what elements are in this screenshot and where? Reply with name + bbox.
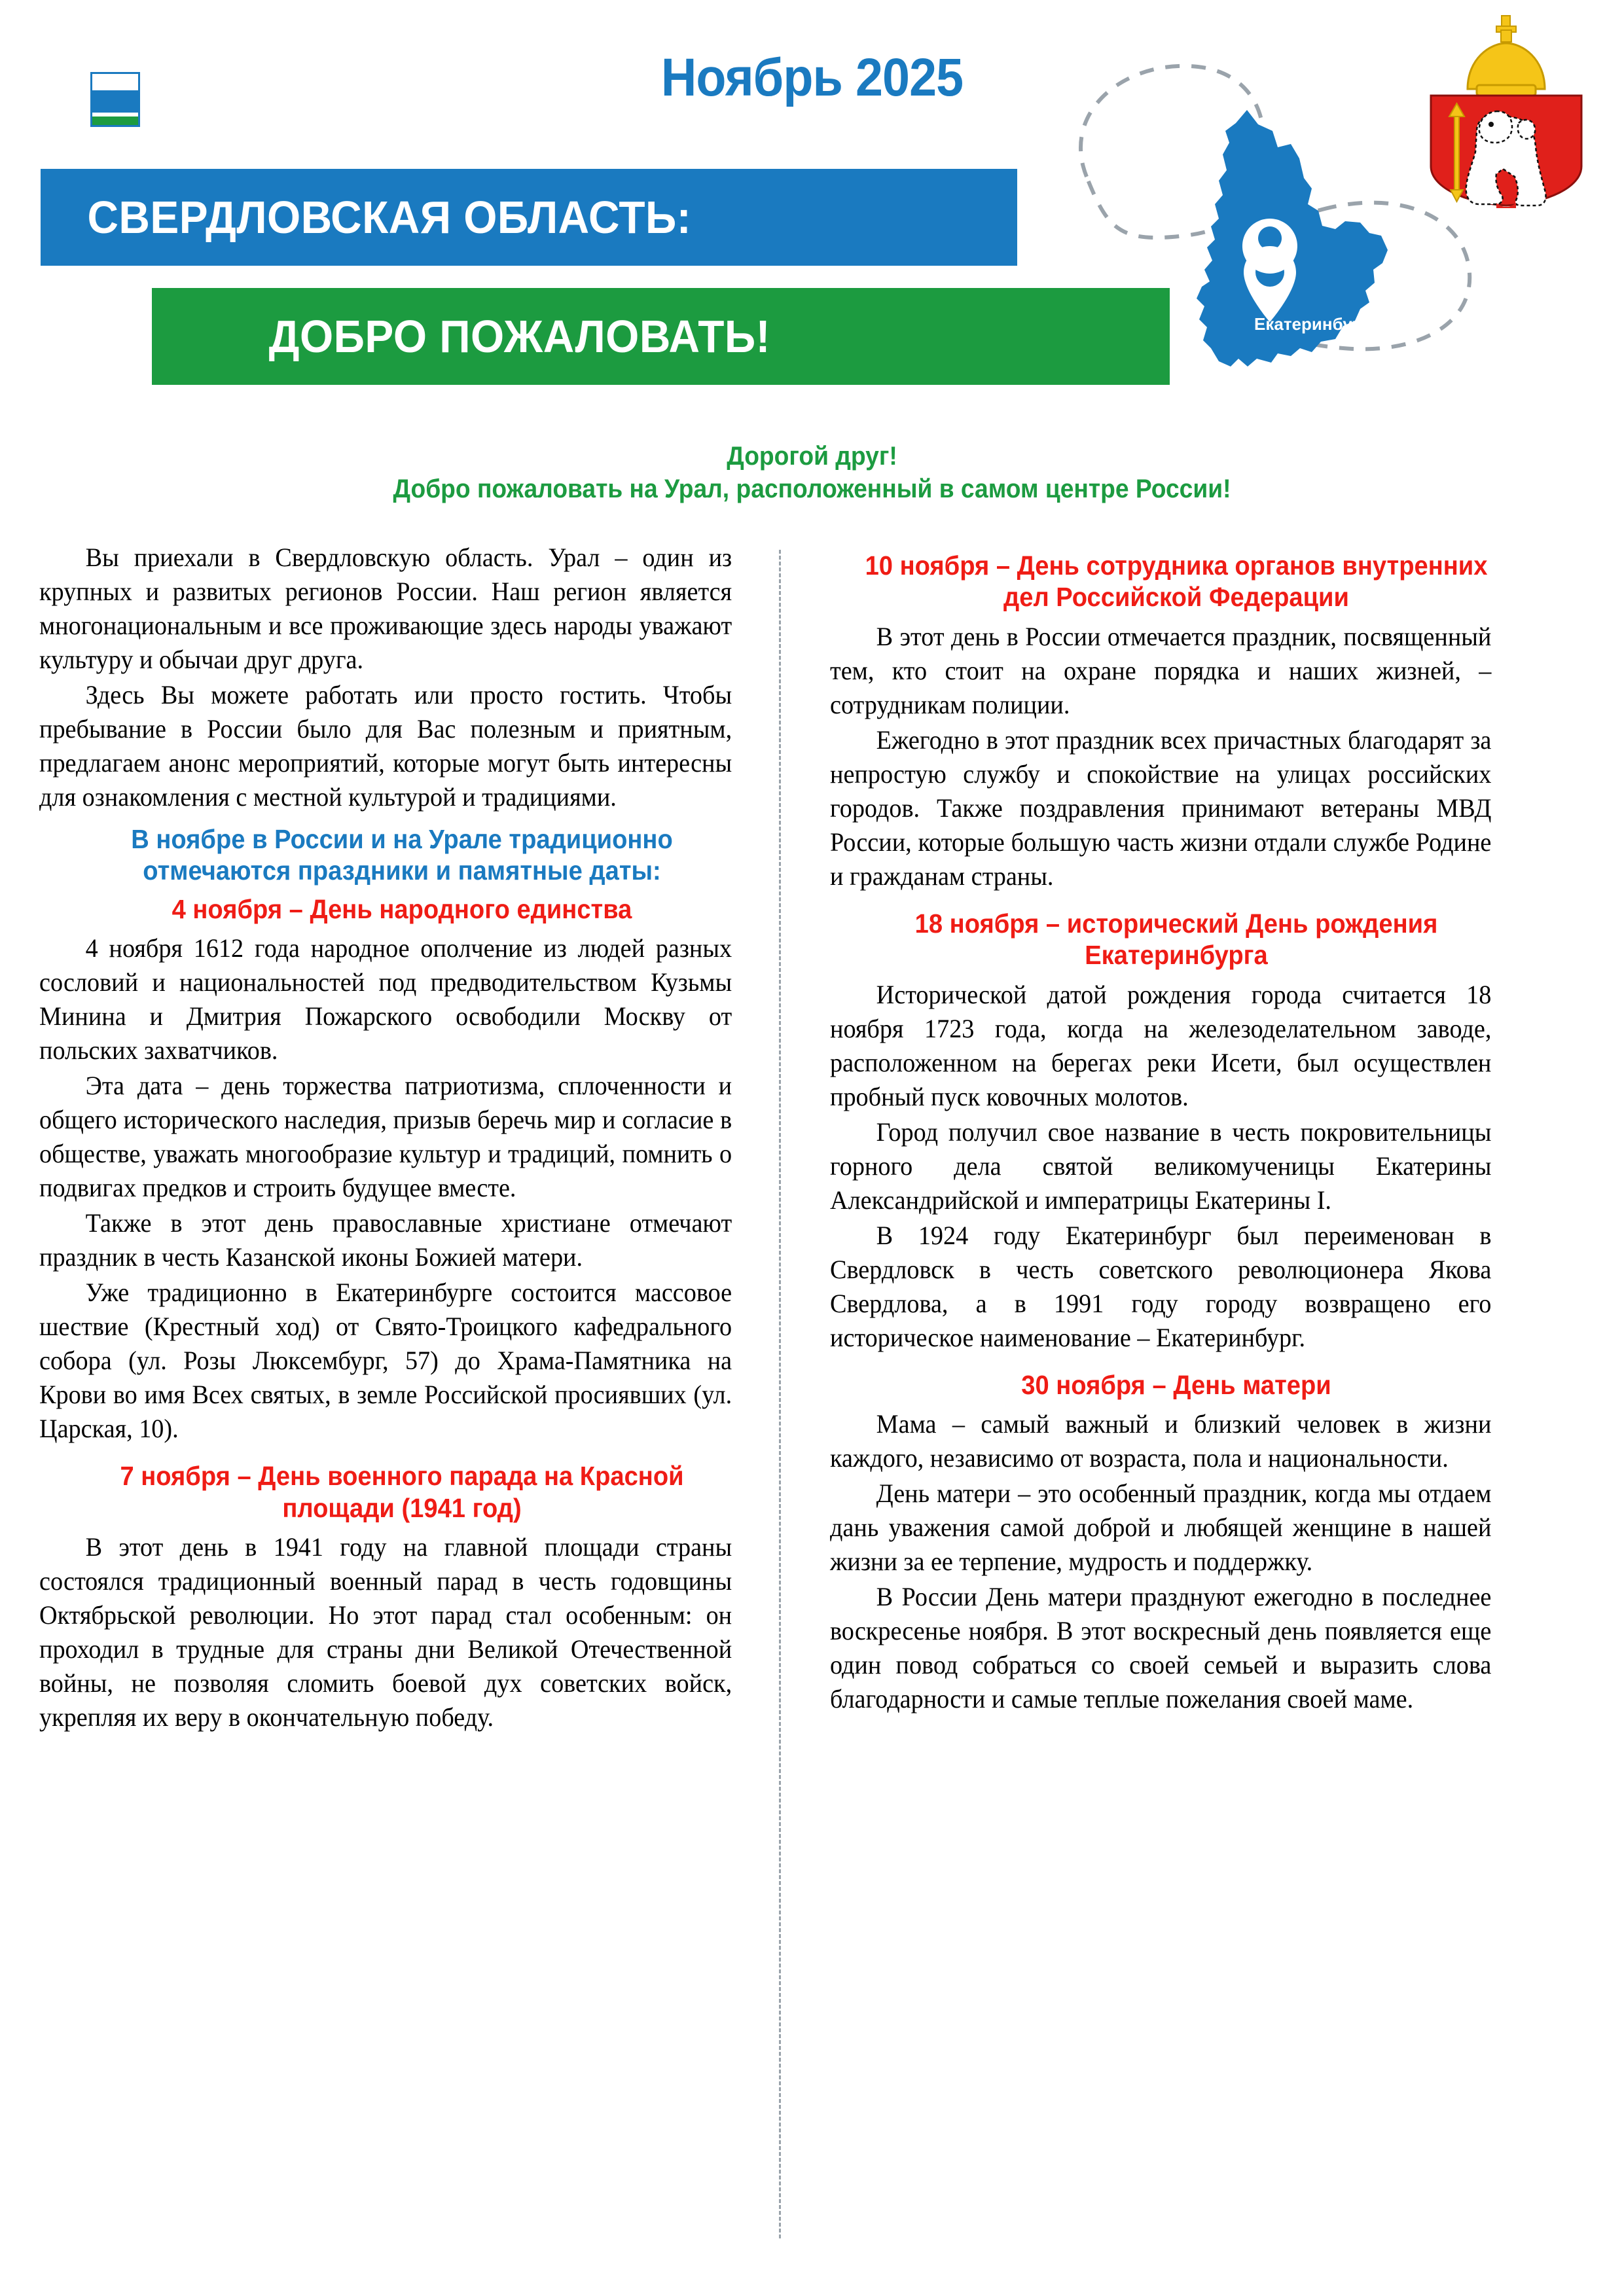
right-column xyxy=(783,541,1523,1717)
heading-mothers-day: 30 ноября – День матери xyxy=(1021,1369,1331,1400)
paragraph-kazan-icon: Также в этот день православные христиане отмечают праздник в честь Казанской иконы Божией матери. xyxy=(39,1208,732,1272)
coat-of-arms-svg xyxy=(1419,12,1595,208)
left-column xyxy=(39,541,779,1736)
paragraph-mother-2: День матери – это особенный праздник, когда мы отдаем дань уважения самой доброй и любящей женщине в нашей жизни за ее терпение, мудрость и поддержку. xyxy=(830,1478,1492,1576)
paragraph-stay: Здесь Вы можете работать или просто гостить. Чтобы пребывание в России было для Вас полезным и приятным, предлагаем анонс мероприятий, которые могут быть интересны для ознакомления с местной культурой и традициями. xyxy=(39,680,732,812)
heading-ekaterinburg-birthday: 18 ноября – исторический День рождения Екатеринбурга xyxy=(914,908,1438,971)
paragraph-unity-1612: 4 ноября 1612 года народное ополчение из людей разных сословий и национальностей под предводительством Кузьмы Минина и Дмитрия Пожарского освободили Москву от польских захватчиков. xyxy=(39,933,732,1066)
heading-november-holidays: В ноябре в России и на Урале традиционно отмечаются праздники и памятные даты: xyxy=(131,824,673,886)
month-title: Ноябрь 2025 xyxy=(660,48,964,107)
page-header xyxy=(0,0,1624,419)
paragraph-mother-1: Мама – самый важный и близкий человек в жизни каждого, независимо от возраста, пола и национальности. xyxy=(830,1408,1492,1473)
flag-band-green xyxy=(92,117,138,125)
paragraph-police-1: В этот день в России отмечается праздник, посвященный тем, кто стоит на охране порядка и наших жизней, – сотрудникам полиции. xyxy=(830,621,1492,719)
map-city-label: Екатеринбург xyxy=(1254,314,1370,334)
banner-welcome-label: ДОБРО ПОЖАЛОВАТЬ! xyxy=(268,311,771,362)
greeting-line-2: Добро пожаловать на Урал, расположенный в самом центре России! xyxy=(393,475,1231,504)
crown-icon xyxy=(1468,16,1545,96)
paragraph-unity-meaning: Эта дата – день торжества патриотизма, сплоченности и общего исторического наследия, призыв беречь мир и согласие в обществе, уважать многообразие культур и традиций, помнить о подвигах предков и строить будущее вместе. xyxy=(39,1071,732,1203)
greeting-block xyxy=(57,440,1567,506)
paragraph-parade-1941: В этот день в 1941 году на главной площади страны состоялся традиционный военный парад в честь годовщины Октябрьской революции. Но этот парад стал особенным: он проходил в трудные для страны дни Великой Отечественной войны, не позволяя сломить боевой дух советских войск, укрепляя их веру в окончательную победу. xyxy=(39,1532,732,1732)
paragraph-arrival: Вы приехали в Свердловскую область. Урал – один из крупных и развитых регионов России. Наш регион является многонациональным и все проживающие здесь народы уважают культуру и обычаи друг друга. xyxy=(39,543,732,674)
heading-unity-day: 4 ноября – День народного единства xyxy=(171,893,632,924)
banner-welcome xyxy=(152,288,1170,385)
paragraph-police-2: Ежегодно в этот праздник всех причастных благодарят за непростую службу и спокойствие на улицах российских городов. Также поздравления принимают ветераны МВД России, которые большую часть жизни отдали службе Родине и гражданам страны. xyxy=(830,725,1492,891)
banner-region-label: СВЕРДЛОВСКАЯ ОБЛАСТЬ: xyxy=(87,192,692,243)
heading-military-parade: 7 ноября – День военного парада на Красной площади (1941 год) xyxy=(120,1461,684,1523)
paragraph-mother-3: В России День матери празднуют ежегодно в последнее воскресенье ноября. В этот воскресный день появляется еще один повод собраться со своей семьей и выразить слова благодарности и самые теплые пожелания своей маме. xyxy=(830,1581,1492,1713)
heading-police-day: 10 ноября – День сотрудника органов внутренних дел Российской Федерации xyxy=(865,550,1488,613)
sverdlovsk-oblast-coat-of-arms-icon xyxy=(1419,12,1595,208)
paragraph-procession: Уже традиционно в Екатеринбурге состоится массовое шествие (Крестный ход) от Свято-Троицкого кафедрального собора (ул. Розы Люксембург, 57) до Храма-Памятника на Крови во имя Всех святых, в земле Российской просиявших (ул. Царская, 10). xyxy=(39,1278,732,1444)
banner-region-name xyxy=(41,169,1017,266)
content-columns xyxy=(39,541,1585,2238)
paragraph-ekb-rename: В 1924 году Екатеринбург был переименован в Свердловск в честь советского революционера Якова Свердлова, а в 1991 году городу возвращено его историческое наименование – Екатеринбург. xyxy=(830,1220,1492,1352)
greeting-line-1: Дорогой друг! xyxy=(727,442,897,471)
paragraph-ekb-founding: Исторической датой рождения города считается 18 ноября 1723 года, когда на железоделательном заводе, расположенном на берегах реки Исети, был осуществлен пробный пуск ковочных молотов. xyxy=(830,979,1492,1111)
paragraph-ekb-name: Город получил свое название в честь покровительницы горного дела святой великомученицы Екатерины Александрийской и императрицы Екатерины I. xyxy=(830,1117,1492,1215)
